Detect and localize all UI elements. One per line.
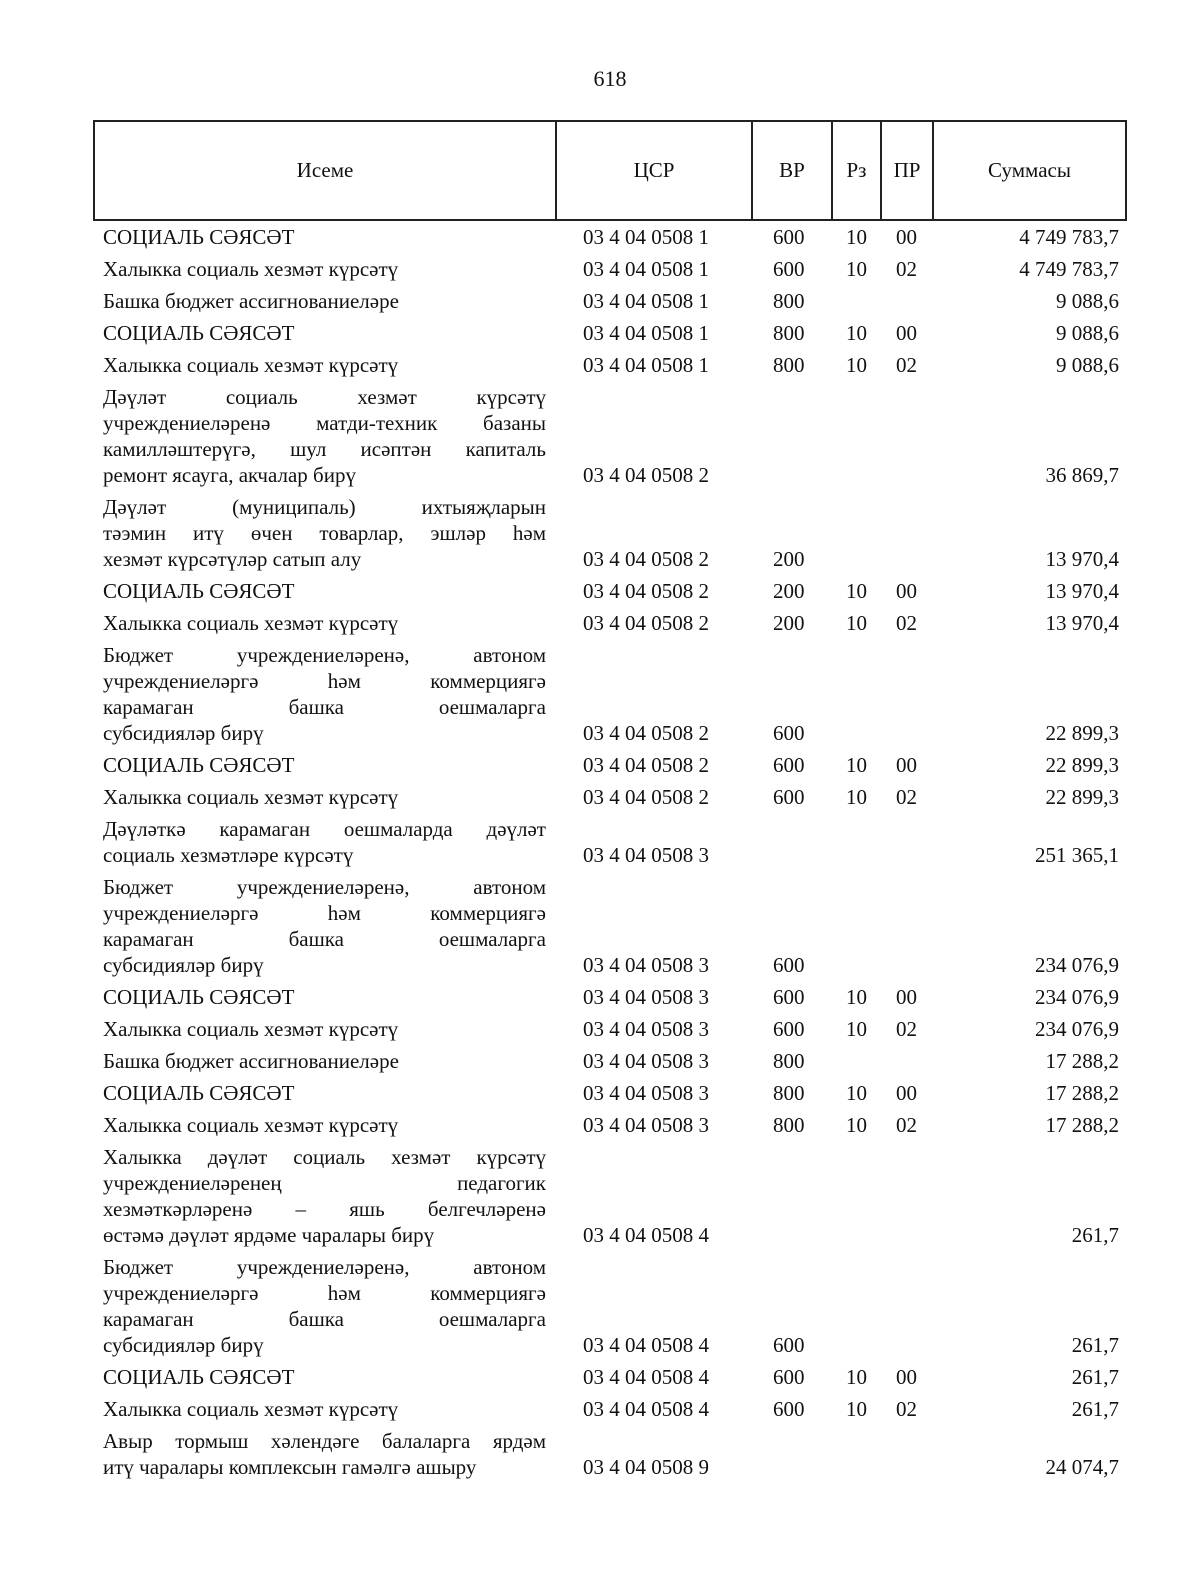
- table-row: [0, 349, 1200, 381]
- row-name: [103, 1048, 546, 1074]
- row-sum: 22 899,3: [1045, 753, 1119, 777]
- row-vr: 800: [773, 353, 805, 377]
- row-rz: 10: [846, 611, 867, 635]
- row-csr: 03 4 04 0508 1: [583, 257, 709, 281]
- row-pr: 00: [896, 985, 917, 1009]
- row-csr: 03 4 04 0508 1: [583, 353, 709, 377]
- row-name-line: субсидияләр бирү: [103, 721, 264, 745]
- row-csr: 03 4 04 0508 3: [583, 1017, 709, 1041]
- header-vr: ВР: [753, 122, 833, 219]
- row-name-line: учреждениеләргә һәм коммерциягә: [103, 901, 546, 925]
- table-row: [0, 607, 1200, 639]
- table-body: [0, 221, 1200, 1483]
- row-vr: 200: [773, 547, 805, 571]
- table-row: [0, 749, 1200, 781]
- row-name-line: учреждениеләргә һәм коммерциягә: [103, 669, 546, 693]
- table-row: [0, 1361, 1200, 1393]
- row-name-line: Халыкка социаль хезмәт күрсәтү: [103, 1113, 399, 1137]
- row-pr: 02: [896, 785, 917, 809]
- row-pr: 00: [896, 1081, 917, 1105]
- row-pr: 00: [896, 225, 917, 249]
- row-rz: 10: [846, 225, 867, 249]
- row-name-line: Дәүләткә карамаган оешмаларда дәүләт: [103, 817, 546, 841]
- row-sum: 24 074,7: [1045, 1455, 1119, 1479]
- row-sum: 261,7: [1071, 1365, 1119, 1389]
- row-name-line: хезмәт күрсәтүләр сатып алу: [103, 547, 362, 571]
- row-name-line: учреждениеләренең педагогик: [103, 1171, 546, 1195]
- row-csr: 03 4 04 0508 4: [583, 1333, 709, 1357]
- row-pr: 00: [896, 579, 917, 603]
- row-name-line: карамаган башка оешмаларга: [103, 695, 546, 719]
- row-rz: 10: [846, 1081, 867, 1105]
- row-csr: 03 4 04 0508 1: [583, 225, 709, 249]
- row-vr: 600: [773, 257, 805, 281]
- row-sum: 4 749 783,7: [1019, 225, 1119, 249]
- row-name-line: СОЦИАЛЬ СӘЯСӘТ: [103, 985, 295, 1009]
- row-csr: 03 4 04 0508 1: [583, 321, 709, 345]
- row-name-line: карамаган башка оешмаларга: [103, 1307, 546, 1331]
- row-csr: 03 4 04 0508 3: [583, 1049, 709, 1073]
- row-name: [103, 874, 546, 978]
- row-sum: 251 365,1: [1035, 843, 1119, 867]
- row-rz: 10: [846, 1017, 867, 1041]
- row-name-line: Халыкка социаль хезмәт күрсәтү: [103, 1017, 399, 1041]
- row-vr: 800: [773, 289, 805, 313]
- row-name-line: Бюджет учреждениеләренә, автоном: [103, 875, 546, 899]
- row-vr: 600: [773, 1017, 805, 1041]
- row-sum: 234 076,9: [1035, 953, 1119, 977]
- row-csr: 03 4 04 0508 3: [583, 985, 709, 1009]
- row-sum: 4 749 783,7: [1019, 257, 1119, 281]
- row-sum: 261,7: [1071, 1333, 1119, 1357]
- row-csr: 03 4 04 0508 3: [583, 843, 709, 867]
- row-sum: 9 088,6: [1056, 321, 1119, 345]
- row-name: [103, 984, 546, 1010]
- table-row: [0, 221, 1200, 253]
- row-rz: 10: [846, 985, 867, 1009]
- table-header: [93, 120, 1127, 221]
- row-name-line: Авыр тормыш хәлендәге балаларга ярдәм: [103, 1429, 546, 1453]
- row-name: [103, 1144, 546, 1248]
- row-csr: 03 4 04 0508 1: [583, 289, 709, 313]
- row-name-line: Дәүләт социаль хезмәт күрсәтү: [103, 385, 546, 409]
- row-csr: 03 4 04 0508 4: [583, 1365, 709, 1389]
- row-csr: 03 4 04 0508 2: [583, 463, 709, 487]
- row-name-line: СОЦИАЛЬ СӘЯСӘТ: [103, 1365, 295, 1389]
- row-name-line: Халыкка социаль хезмәт күрсәтү: [103, 611, 399, 635]
- row-vr: 600: [773, 1365, 805, 1389]
- row-sum: 13 970,4: [1045, 547, 1119, 571]
- row-pr: 02: [896, 257, 917, 281]
- row-vr: 200: [773, 611, 805, 635]
- header-rz: Рз: [833, 122, 882, 219]
- row-rz: 10: [846, 753, 867, 777]
- table-row: [0, 813, 1200, 871]
- row-name-line: Башка бюджет ассигнованиеләре: [103, 1049, 399, 1073]
- row-name-line: социаль хезмәтләре күрсәтү: [103, 843, 354, 867]
- row-name-line: ремонт ясауга, акчалар бирү: [103, 463, 356, 487]
- table-row: [0, 575, 1200, 607]
- table-row: [0, 871, 1200, 981]
- row-pr: 02: [896, 1017, 917, 1041]
- table-row: [0, 285, 1200, 317]
- row-vr: 600: [773, 785, 805, 809]
- row-name: [103, 288, 546, 314]
- row-vr: 600: [773, 753, 805, 777]
- row-pr: 00: [896, 321, 917, 345]
- row-name-line: өстәмә дәүләт ярдәме чаралары бирү: [103, 1223, 435, 1247]
- row-vr: 800: [773, 1049, 805, 1073]
- row-pr: 02: [896, 353, 917, 377]
- page-number: 618: [593, 66, 627, 91]
- row-name-line: СОЦИАЛЬ СӘЯСӘТ: [103, 225, 295, 249]
- row-vr: 600: [773, 721, 805, 745]
- row-sum: 17 288,2: [1045, 1113, 1119, 1137]
- row-name: [103, 816, 546, 868]
- row-rz: 10: [846, 1113, 867, 1137]
- row-rz: 10: [846, 785, 867, 809]
- row-pr: 00: [896, 1365, 917, 1389]
- table-row: [0, 639, 1200, 749]
- row-name-line: СОЦИАЛЬ СӘЯСӘТ: [103, 579, 295, 603]
- row-vr: 800: [773, 1081, 805, 1105]
- row-vr: 600: [773, 225, 805, 249]
- row-rz: 10: [846, 579, 867, 603]
- row-name-line: учреждениеләргә һәм коммерциягә: [103, 1281, 546, 1305]
- row-name-line: Бюджет учреждениеләренә, автоном: [103, 643, 546, 667]
- row-name-line: Халыкка социаль хезмәт күрсәтү: [103, 257, 399, 281]
- row-name-line: Бюджет учреждениеләренә, автоном: [103, 1255, 546, 1279]
- row-name-line: Халыкка дәүләт социаль хезмәт күрсәтү: [103, 1145, 546, 1169]
- row-sum: 9 088,6: [1056, 353, 1119, 377]
- table-row: [0, 1393, 1200, 1425]
- row-name-line: Дәүләт (муниципаль) ихтыяҗларын: [103, 495, 546, 519]
- row-csr: 03 4 04 0508 2: [583, 579, 709, 603]
- row-name: [103, 1396, 546, 1422]
- row-vr: 600: [773, 1333, 805, 1357]
- row-pr: 02: [896, 611, 917, 635]
- row-csr: 03 4 04 0508 4: [583, 1223, 709, 1247]
- table-row: [0, 1425, 1200, 1483]
- row-sum: 234 076,9: [1035, 1017, 1119, 1041]
- row-rz: 10: [846, 353, 867, 377]
- row-csr: 03 4 04 0508 2: [583, 721, 709, 745]
- table-row: [0, 1109, 1200, 1141]
- row-csr: 03 4 04 0508 2: [583, 785, 709, 809]
- row-vr: 800: [773, 1113, 805, 1137]
- row-rz: 10: [846, 1397, 867, 1421]
- row-sum: 13 970,4: [1045, 611, 1119, 635]
- row-pr: 00: [896, 753, 917, 777]
- row-name-line: субсидияләр бирү: [103, 953, 264, 977]
- row-sum: 17 288,2: [1045, 1081, 1119, 1105]
- row-name: [103, 1112, 546, 1138]
- row-name: [103, 1428, 546, 1480]
- row-pr: 02: [896, 1113, 917, 1137]
- row-vr: 600: [773, 953, 805, 977]
- row-name-line: тәэмин итү өчен товарлар, эшләр һәм: [103, 521, 546, 545]
- row-name: [103, 1254, 546, 1358]
- row-name: [103, 642, 546, 746]
- row-csr: 03 4 04 0508 2: [583, 611, 709, 635]
- row-rz: 10: [846, 1365, 867, 1389]
- row-name: [103, 494, 546, 572]
- table-row: [0, 381, 1200, 491]
- header-csr: ЦСР: [557, 122, 753, 219]
- header-sum: Суммасы: [988, 158, 1071, 182]
- row-name-line: карамаган башка оешмаларга: [103, 927, 546, 951]
- row-name: [103, 320, 546, 346]
- header-name: Исеме: [95, 122, 557, 219]
- row-name-line: СОЦИАЛЬ СӘЯСӘТ: [103, 1081, 295, 1105]
- row-name-line: Халыкка социаль хезмәт күрсәтү: [103, 353, 399, 377]
- row-name-line: Халыкка социаль хезмәт күрсәтү: [103, 1397, 399, 1421]
- row-name-line: Башка бюджет ассигнованиеләре: [103, 289, 399, 313]
- row-csr: 03 4 04 0508 3: [583, 1081, 709, 1105]
- row-name-line: камилләштерүгә, шул исәптән капиталь: [103, 437, 546, 461]
- table-row: [0, 1251, 1200, 1361]
- table-row: [0, 1013, 1200, 1045]
- row-sum: 261,7: [1071, 1223, 1119, 1247]
- row-rz: 10: [846, 321, 867, 345]
- row-csr: 03 4 04 0508 3: [583, 953, 709, 977]
- row-name: [103, 578, 546, 604]
- row-name-line: СОЦИАЛЬ СӘЯСӘТ: [103, 753, 295, 777]
- row-name-line: СОЦИАЛЬ СӘЯСӘТ: [103, 321, 295, 345]
- row-csr: 03 4 04 0508 3: [583, 1113, 709, 1137]
- row-sum: 261,7: [1071, 1397, 1119, 1421]
- table-row: [0, 1045, 1200, 1077]
- row-name-line: субсидияләр бирү: [103, 1333, 264, 1357]
- table-row: [0, 317, 1200, 349]
- row-name-line: учреждениеләренә матди-техник базаны: [103, 411, 546, 435]
- table-row: [0, 1141, 1200, 1251]
- header-pr: ПР: [882, 122, 934, 219]
- row-sum: 9 088,6: [1056, 289, 1119, 313]
- row-name: [103, 1364, 546, 1390]
- row-rz: 10: [846, 257, 867, 281]
- table-row: [0, 1077, 1200, 1109]
- row-sum: 234 076,9: [1035, 985, 1119, 1009]
- table-row: [0, 491, 1200, 575]
- row-vr: 600: [773, 985, 805, 1009]
- row-name: [103, 224, 546, 250]
- row-name: [103, 610, 546, 636]
- row-name: [103, 1016, 546, 1042]
- row-name-line: Халыкка социаль хезмәт күрсәтү: [103, 785, 399, 809]
- row-csr: 03 4 04 0508 2: [583, 547, 709, 571]
- row-name: [103, 752, 546, 778]
- row-name-line: итү чаралары комплексын гамәлгә ашыру: [103, 1455, 477, 1479]
- row-sum: 36 869,7: [1045, 463, 1119, 487]
- row-name-line: хезмәткәрләренә – яшь белгечләренә: [103, 1197, 546, 1221]
- row-name: [103, 384, 546, 488]
- row-csr: 03 4 04 0508 4: [583, 1397, 709, 1421]
- row-csr: 03 4 04 0508 2: [583, 753, 709, 777]
- row-sum: 17 288,2: [1045, 1049, 1119, 1073]
- row-sum: 13 970,4: [1045, 579, 1119, 603]
- row-name: [103, 1080, 546, 1106]
- row-vr: 200: [773, 579, 805, 603]
- row-name: [103, 352, 546, 378]
- row-sum: 22 899,3: [1045, 785, 1119, 809]
- row-sum: 22 899,3: [1045, 721, 1119, 745]
- row-vr: 600: [773, 1397, 805, 1421]
- table-row: [0, 781, 1200, 813]
- row-csr: 03 4 04 0508 9: [583, 1455, 709, 1479]
- row-pr: 02: [896, 1397, 917, 1421]
- table-row: [0, 253, 1200, 285]
- row-vr: 800: [773, 321, 805, 345]
- row-name: [103, 784, 546, 810]
- row-name: [103, 256, 546, 282]
- table-row: [0, 981, 1200, 1013]
